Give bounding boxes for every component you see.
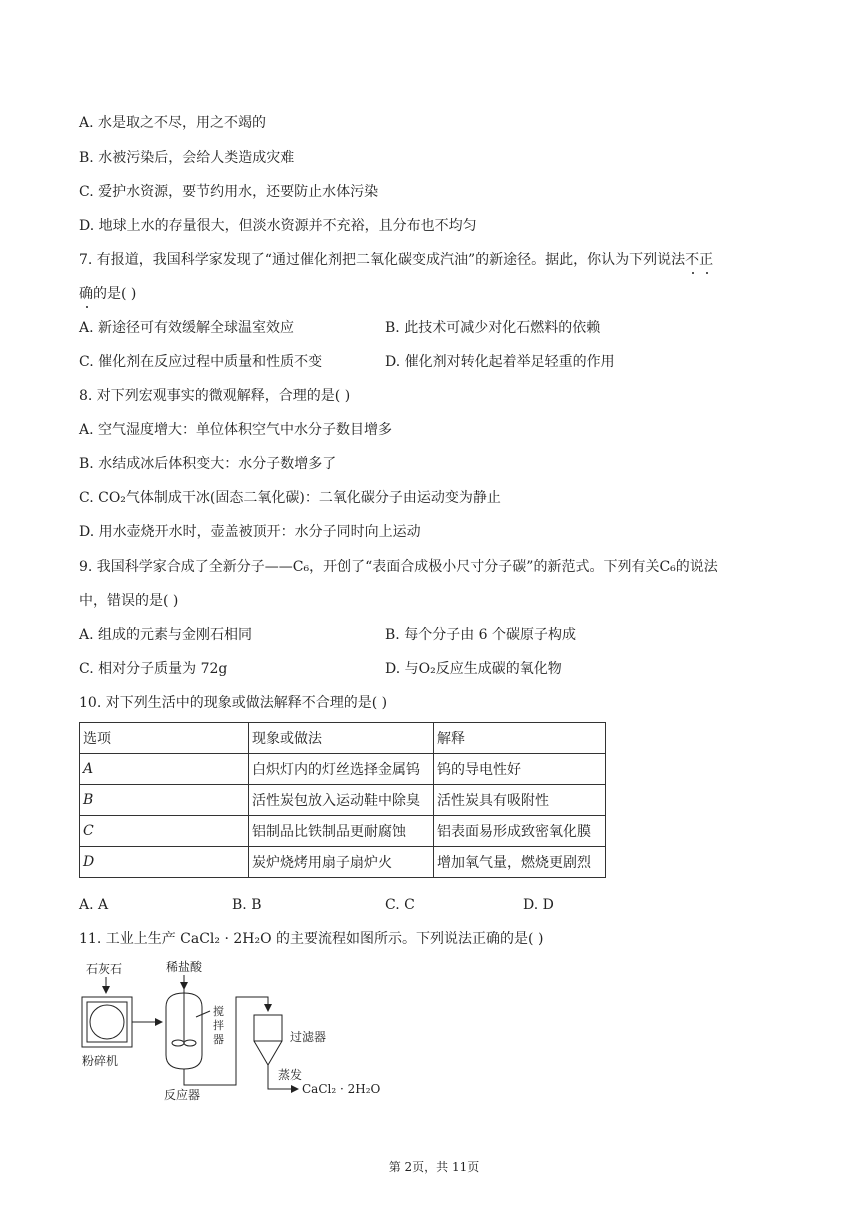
table-row xyxy=(80,785,606,816)
q10-option-b: B. B xyxy=(232,897,262,913)
crusher-label: 粉碎机 xyxy=(82,1054,119,1068)
q7-stem-line1: 7. 有报道，我国科学家发现了“通过催化剂把二氧化碳变成汽油”的新途径。据此，你认为下列说法不正 xyxy=(79,252,714,268)
product-label: CaCl₂ · 2H₂O xyxy=(302,1082,381,1096)
table-cell: 选项 xyxy=(80,723,249,754)
evaporate-label: 蒸发 xyxy=(278,1068,303,1082)
limestone-label: 石灰石 xyxy=(86,962,123,976)
q7-option-d: D. 催化剂对转化起着举足轻重的作用 xyxy=(385,354,615,370)
table-row xyxy=(80,816,606,847)
crusher-icon xyxy=(82,997,132,1047)
q11-stem: 11. 工业上生产 CaCl₂ · 2H₂O 的主要流程如图所示。下列说法正确的是( ) xyxy=(79,931,544,947)
reactor-label: 反应器 xyxy=(164,1088,201,1102)
filter-label: 过滤器 xyxy=(290,1030,327,1044)
table-cell: 铝制品比铁制品更耐腐蚀 xyxy=(249,816,434,847)
table-cell: A xyxy=(80,754,249,785)
q8-option-c: C. CO₂气体制成干冰(固态二氧化碳)：二氧化碳分子由运动变为静止 xyxy=(79,490,501,506)
q10-table xyxy=(79,722,606,878)
q9-stem-line1: 9. 我国科学家合成了全新分子——C₆，开创了“表面合成极小尺寸分子碳”的新范式。下列有关C₆的说法 xyxy=(79,559,718,575)
table-row xyxy=(80,754,606,785)
q6-option-a: A. 水是取之不尽，用之不竭的 xyxy=(79,115,267,131)
table-cell: 现象或做法 xyxy=(249,723,434,754)
table-cell: 炭炉烧烤用扇子扇炉火 xyxy=(249,847,434,878)
q8-option-b: B. 水结成冰后体积变大：水分子数增多了 xyxy=(79,456,337,472)
q8-stem: 8. 对下列宏观事实的微观解释，合理的是( ) xyxy=(79,388,351,404)
table-cell: 钨的导电性好 xyxy=(434,754,606,785)
table-cell: B xyxy=(80,785,249,816)
q10-option-c: C. C xyxy=(385,897,415,913)
q6-option-d: D. 地球上水的存量很大，但淡水资源并不充裕，且分布也不均匀 xyxy=(79,218,477,234)
q10-stem: 10. 对下列生活中的现象或做法解释不合理的是( ) xyxy=(79,695,388,711)
q6-option-b: B. 水被污染后，会给人类造成灾难 xyxy=(79,150,295,166)
stirrer-label-1: 搅 xyxy=(213,1005,224,1018)
table-cell: D xyxy=(80,847,249,878)
q6-option-c: C. 爱护水资源，要节约用水，还要防止水体污染 xyxy=(79,184,379,200)
q9-option-b: B. 每个分子由 6 个碳原子构成 xyxy=(385,627,576,643)
table-cell: 解释 xyxy=(434,723,606,754)
stirrer-label-3: 器 xyxy=(213,1033,224,1046)
q8-option-d: D. 用水壶烧开水时，壶盖被顶开：水分子同时向上运动 xyxy=(79,524,421,540)
table-cell: 增加氧气量，燃烧更剧烈 xyxy=(434,847,606,878)
q9-option-d: D. 与O₂反应生成碳的氧化物 xyxy=(385,661,562,677)
q10-option-d: D. D xyxy=(523,897,554,913)
page-footer: 第 2页，共 11页 xyxy=(388,1160,480,1174)
process-flow-diagram xyxy=(70,955,430,1105)
q8-option-a: A. 空气湿度增大：单位体积空气中水分子数目增多 xyxy=(79,422,393,438)
table-row xyxy=(80,847,606,878)
q9-stem-line2: 中，错误的是( ) xyxy=(79,593,179,609)
table-cell: 活性炭具有吸附性 xyxy=(434,785,606,816)
q10-option-a: A. A xyxy=(79,897,109,913)
reactor-icon xyxy=(166,989,210,1069)
acid-label: 稀盐酸 xyxy=(166,960,203,974)
filter-icon xyxy=(254,1015,282,1065)
q7-option-b: B. 此技术可减少对化石燃料的依赖 xyxy=(385,320,601,336)
table-cell: C xyxy=(80,816,249,847)
emphasis-dot-char: 确 xyxy=(79,286,93,302)
table-cell: 活性炭包放入运动鞋中除臭 xyxy=(249,785,434,816)
stirrer-label-2: 拌 xyxy=(213,1019,224,1032)
q9-option-a: A. 组成的元素与金刚石相同 xyxy=(79,627,253,643)
emphasis-dot-char: 正 xyxy=(699,252,714,268)
table-cell: 铝表面易形成致密氧化膜 xyxy=(434,816,606,847)
emphasis-dot-char: 不 xyxy=(685,252,700,268)
table-row xyxy=(80,723,606,754)
q7-option-c: C. 催化剂在反应过程中质量和性质不变 xyxy=(79,354,323,370)
q9-option-c: C. 相对分子质量为 72g xyxy=(79,661,228,677)
q7-option-a: A. 新途径可有效缓解全球温室效应 xyxy=(79,320,295,336)
q7-stem-line2: 确的是( ) xyxy=(79,286,137,302)
table-cell: 白炽灯内的灯丝选择金属钨 xyxy=(249,754,434,785)
